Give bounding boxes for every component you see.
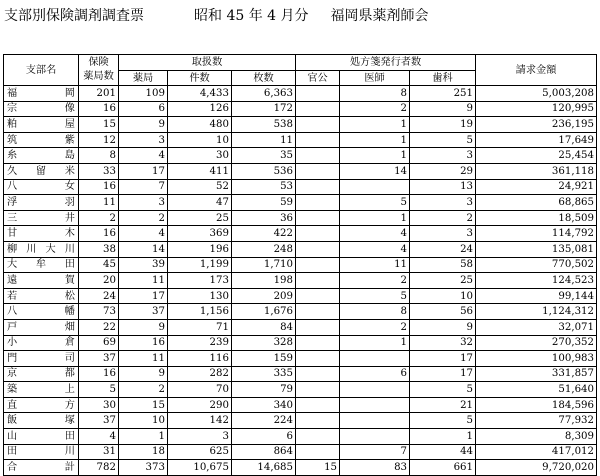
claim-amount: 9,720,020: [476, 460, 597, 476]
pharmacies-count: 109: [119, 86, 168, 102]
cases-count: 25: [168, 210, 232, 226]
public-count: [296, 179, 340, 195]
cases-count: 1,199: [168, 257, 232, 273]
sheets-count: 422: [232, 226, 296, 242]
pharmacies-count: 16: [119, 335, 168, 351]
claim-amount: 184,596: [476, 397, 597, 413]
branch-name: 甘木: [4, 226, 79, 242]
doctor-count: 1: [340, 132, 410, 148]
sheets-count: 35: [232, 148, 296, 164]
cases-count: 47: [168, 195, 232, 211]
claim-amount: 114,792: [476, 226, 597, 242]
claim-amount: 51,640: [476, 382, 597, 398]
public-count: [296, 382, 340, 398]
table-row: [4, 86, 597, 102]
table-row: [4, 117, 597, 133]
insured-count: 22: [79, 319, 119, 335]
col-issuer-group-header: 処方箋発行者数: [296, 55, 476, 71]
doctor-count: 14: [340, 163, 410, 179]
dentist-count: 13: [410, 179, 476, 195]
organization-name: 福岡県薬剤師会: [330, 8, 429, 24]
col-insured-label: 保険 薬局数: [83, 57, 114, 82]
pharmacies-count: 18: [119, 444, 168, 460]
table-row: [4, 413, 597, 429]
doctor-count: 2: [340, 319, 410, 335]
branch-name: 築上: [4, 382, 79, 398]
table-row: [4, 179, 597, 195]
col-doctor-header: 医師: [340, 71, 410, 86]
cases-count: 196: [168, 241, 232, 257]
pharmacies-count: 37: [119, 304, 168, 320]
report-period: 昭和 45 年 4 月分: [194, 8, 309, 24]
doctor-count: [340, 382, 410, 398]
survey-table: [3, 54, 597, 476]
public-count: [296, 413, 340, 429]
sheets-count: 209: [232, 288, 296, 304]
cases-count: 369: [168, 226, 232, 242]
doctor-count: 83: [340, 460, 410, 476]
public-count: [296, 429, 340, 445]
insured-count: 30: [79, 397, 119, 413]
cases-count: 130: [168, 288, 232, 304]
sheets-count: 538: [232, 117, 296, 133]
public-count: [296, 335, 340, 351]
public-count: [296, 163, 340, 179]
public-count: [296, 351, 340, 367]
dentist-count: 56: [410, 304, 476, 320]
doctor-count: 1: [340, 148, 410, 164]
col-handling-group-header: 取扱数: [119, 55, 296, 71]
insured-count: 33: [79, 163, 119, 179]
pharmacies-count: 17: [119, 163, 168, 179]
branch-name: 合計: [4, 460, 79, 476]
doctor-count: [340, 413, 410, 429]
claim-amount: 120,995: [476, 101, 597, 117]
sheets-count: 84: [232, 319, 296, 335]
branch-name: 大牟田: [4, 257, 79, 273]
pharmacies-count: 17: [119, 288, 168, 304]
insured-count: 38: [79, 241, 119, 257]
doctor-count: 11: [340, 257, 410, 273]
sheets-count: 79: [232, 382, 296, 398]
insured-count: 37: [79, 351, 119, 367]
cases-count: 126: [168, 101, 232, 117]
table-row: [4, 226, 597, 242]
branch-name: 宗像: [4, 101, 79, 117]
branch-name: 直方: [4, 397, 79, 413]
doctor-count: [340, 397, 410, 413]
cases-count: 480: [168, 117, 232, 133]
col-sheets-header: 枚数: [232, 71, 296, 86]
cases-count: 116: [168, 351, 232, 367]
pharmacies-count: 6: [119, 101, 168, 117]
table-row: [4, 288, 597, 304]
dentist-count: 17: [410, 351, 476, 367]
dentist-count: 9: [410, 101, 476, 117]
doctor-count: 1: [340, 335, 410, 351]
table-row: [4, 132, 597, 148]
branch-name: 京都: [4, 366, 79, 382]
doctor-count: [340, 429, 410, 445]
pharmacies-count: 4: [119, 148, 168, 164]
pharmacies-count: 10: [119, 413, 168, 429]
claim-amount: 25,454: [476, 148, 597, 164]
claim-amount: 135,081: [476, 241, 597, 257]
table-row: [4, 397, 597, 413]
sheets-count: 1,710: [232, 257, 296, 273]
doctor-count: 1: [340, 210, 410, 226]
public-count: [296, 195, 340, 211]
sheets-count: 1,676: [232, 304, 296, 320]
sheets-count: 340: [232, 397, 296, 413]
dentist-count: 5: [410, 413, 476, 429]
dentist-count: 251: [410, 86, 476, 102]
dentist-count: 44: [410, 444, 476, 460]
cases-count: 625: [168, 444, 232, 460]
table-row: [4, 241, 597, 257]
table-row: [4, 444, 597, 460]
sheets-count: 159: [232, 351, 296, 367]
dentist-count: 3: [410, 195, 476, 211]
public-count: [296, 288, 340, 304]
public-count: [296, 444, 340, 460]
table-row: [4, 304, 597, 320]
claim-amount: 99,144: [476, 288, 597, 304]
doctor-count: 8: [340, 304, 410, 320]
dentist-count: 1: [410, 429, 476, 445]
cases-count: 10,675: [168, 460, 232, 476]
pharmacies-count: 15: [119, 397, 168, 413]
insured-count: 16: [79, 179, 119, 195]
insured-count: 782: [79, 460, 119, 476]
pharmacies-count: 7: [119, 179, 168, 195]
cases-count: 4,433: [168, 86, 232, 102]
sheets-count: 36: [232, 210, 296, 226]
claim-amount: 361,118: [476, 163, 597, 179]
sheets-count: 864: [232, 444, 296, 460]
branch-name: 門司: [4, 351, 79, 367]
insured-count: 5: [79, 382, 119, 398]
public-count: [296, 257, 340, 273]
table-row: [4, 429, 597, 445]
doctor-count: 5: [340, 288, 410, 304]
document-title: 支部別保険調剤調査票: [4, 8, 144, 24]
table-row: [4, 319, 597, 335]
public-count: [296, 273, 340, 289]
insured-count: 8: [79, 148, 119, 164]
public-count: [296, 226, 340, 242]
pharmacies-count: 3: [119, 195, 168, 211]
table-row: [4, 210, 597, 226]
doctor-count: [340, 179, 410, 195]
doctor-count: 5: [340, 195, 410, 211]
pharmacies-count: 1: [119, 429, 168, 445]
cases-count: 173: [168, 273, 232, 289]
doctor-count: 8: [340, 86, 410, 102]
sheets-count: 248: [232, 241, 296, 257]
branch-name: 山田: [4, 429, 79, 445]
col-public-header: 官公: [296, 71, 340, 86]
table-row: [4, 101, 597, 117]
branch-name: 飯塚: [4, 413, 79, 429]
dentist-count: 5: [410, 382, 476, 398]
col-branch-header: 支部名: [4, 55, 79, 86]
pharmacies-count: 9: [119, 366, 168, 382]
table-row: [4, 366, 597, 382]
branch-name: 糸島: [4, 148, 79, 164]
insured-count: 45: [79, 257, 119, 273]
pharmacies-count: 9: [119, 117, 168, 133]
sheets-count: 328: [232, 335, 296, 351]
sheets-count: 6,363: [232, 86, 296, 102]
cases-count: 290: [168, 397, 232, 413]
sheets-count: 172: [232, 101, 296, 117]
claim-amount: 8,309: [476, 429, 597, 445]
insured-count: 15: [79, 117, 119, 133]
insured-count: 4: [79, 429, 119, 445]
branch-name: 三井: [4, 210, 79, 226]
cases-count: 411: [168, 163, 232, 179]
doctor-count: 7: [340, 444, 410, 460]
insured-count: 2: [79, 210, 119, 226]
cases-count: 1,156: [168, 304, 232, 320]
dentist-count: 32: [410, 335, 476, 351]
public-count: [296, 210, 340, 226]
pharmacies-count: 4: [119, 226, 168, 242]
cases-count: 10: [168, 132, 232, 148]
dentist-count: 9: [410, 319, 476, 335]
branch-name: 遠賀: [4, 273, 79, 289]
pharmacies-count: 14: [119, 241, 168, 257]
pharmacies-count: 3: [119, 132, 168, 148]
cases-count: 70: [168, 382, 232, 398]
public-count: [296, 397, 340, 413]
insured-count: 16: [79, 366, 119, 382]
claim-amount: 77,932: [476, 413, 597, 429]
sheets-count: 59: [232, 195, 296, 211]
table-row: [4, 273, 597, 289]
cases-count: 282: [168, 366, 232, 382]
sheets-count: 6: [232, 429, 296, 445]
doctor-count: 2: [340, 273, 410, 289]
public-count: [296, 86, 340, 102]
public-count: [296, 101, 340, 117]
branch-name: 小倉: [4, 335, 79, 351]
pharmacies-count: 11: [119, 273, 168, 289]
doctor-count: 2: [340, 101, 410, 117]
branch-name: 八女: [4, 179, 79, 195]
claim-amount: 100,983: [476, 351, 597, 367]
insured-count: 201: [79, 86, 119, 102]
col-claim-header: 請求金額: [476, 55, 597, 86]
dentist-count: 21: [410, 397, 476, 413]
claim-amount: 17,649: [476, 132, 597, 148]
branch-name: 浮羽: [4, 195, 79, 211]
pharmacies-count: 11: [119, 351, 168, 367]
table-row: [4, 148, 597, 164]
insured-count: 16: [79, 101, 119, 117]
claim-amount: 24,921: [476, 179, 597, 195]
branch-name: 粕屋: [4, 117, 79, 133]
branch-name: 福岡: [4, 86, 79, 102]
claim-amount: 32,071: [476, 319, 597, 335]
sheets-count: 536: [232, 163, 296, 179]
cases-count: 239: [168, 335, 232, 351]
insured-count: 31: [79, 444, 119, 460]
col-insured-header: [79, 55, 119, 86]
branch-name: 柳川大川: [4, 241, 79, 257]
title-line: [4, 7, 596, 25]
public-count: [296, 241, 340, 257]
doctor-count: [340, 351, 410, 367]
claim-amount: 1,124,312: [476, 304, 597, 320]
pharmacies-count: 9: [119, 319, 168, 335]
pharmacies-count: 373: [119, 460, 168, 476]
public-count: [296, 117, 340, 133]
dentist-count: 3: [410, 226, 476, 242]
cases-count: 71: [168, 319, 232, 335]
table-row: [4, 257, 597, 273]
total-row: [4, 460, 597, 476]
dentist-count: 10: [410, 288, 476, 304]
insured-count: 24: [79, 288, 119, 304]
insured-count: 11: [79, 195, 119, 211]
public-count: [296, 366, 340, 382]
doctor-count: 4: [340, 226, 410, 242]
claim-amount: 236,195: [476, 117, 597, 133]
claim-amount: 770,502: [476, 257, 597, 273]
dentist-count: 17: [410, 366, 476, 382]
cases-count: 52: [168, 179, 232, 195]
public-count: [296, 319, 340, 335]
table-row: [4, 163, 597, 179]
table-row: [4, 195, 597, 211]
col-cases-header: 件数: [168, 71, 232, 86]
insured-count: 20: [79, 273, 119, 289]
table-row: [4, 382, 597, 398]
public-count: [296, 148, 340, 164]
sheets-count: 335: [232, 366, 296, 382]
claim-amount: 331,857: [476, 366, 597, 382]
dentist-count: 19: [410, 117, 476, 133]
pharmacies-count: 2: [119, 210, 168, 226]
public-count: [296, 132, 340, 148]
branch-name: 久留米: [4, 163, 79, 179]
claim-amount: 5,003,208: [476, 86, 597, 102]
claim-amount: 417,012: [476, 444, 597, 460]
public-count: [296, 304, 340, 320]
claim-amount: 68,865: [476, 195, 597, 211]
doctor-count: 1: [340, 117, 410, 133]
cases-count: 30: [168, 148, 232, 164]
branch-name: 田川: [4, 444, 79, 460]
insured-count: 69: [79, 335, 119, 351]
pharmacies-count: 39: [119, 257, 168, 273]
sheets-count: 198: [232, 273, 296, 289]
sheets-count: 224: [232, 413, 296, 429]
cases-count: 142: [168, 413, 232, 429]
pharmacies-count: 2: [119, 382, 168, 398]
public-count: 15: [296, 460, 340, 476]
doctor-count: 4: [340, 241, 410, 257]
insured-count: 37: [79, 413, 119, 429]
dentist-count: 25: [410, 273, 476, 289]
insured-count: 12: [79, 132, 119, 148]
dentist-count: 3: [410, 148, 476, 164]
insured-count: 73: [79, 304, 119, 320]
dentist-count: 29: [410, 163, 476, 179]
col-dentist-header: 歯科: [410, 71, 476, 86]
branch-name: 筑紫: [4, 132, 79, 148]
branch-name: 戸畑: [4, 319, 79, 335]
insured-count: 16: [79, 226, 119, 242]
table-body: [4, 86, 597, 476]
sheets-count: 11: [232, 132, 296, 148]
table-row: [4, 335, 597, 351]
claim-amount: 270,352: [476, 335, 597, 351]
sheets-count: 53: [232, 179, 296, 195]
dentist-count: 5: [410, 132, 476, 148]
sheets-count: 14,685: [232, 460, 296, 476]
claim-amount: 18,509: [476, 210, 597, 226]
dentist-count: 661: [410, 460, 476, 476]
table-row: [4, 351, 597, 367]
doctor-count: 6: [340, 366, 410, 382]
cases-count: 3: [168, 429, 232, 445]
branch-name: 八幡: [4, 304, 79, 320]
dentist-count: 2: [410, 210, 476, 226]
branch-name: 若松: [4, 288, 79, 304]
dentist-count: 58: [410, 257, 476, 273]
col-handling-pharmacies-header: 薬局: [119, 71, 168, 86]
claim-amount: 124,523: [476, 273, 597, 289]
dentist-count: 24: [410, 241, 476, 257]
